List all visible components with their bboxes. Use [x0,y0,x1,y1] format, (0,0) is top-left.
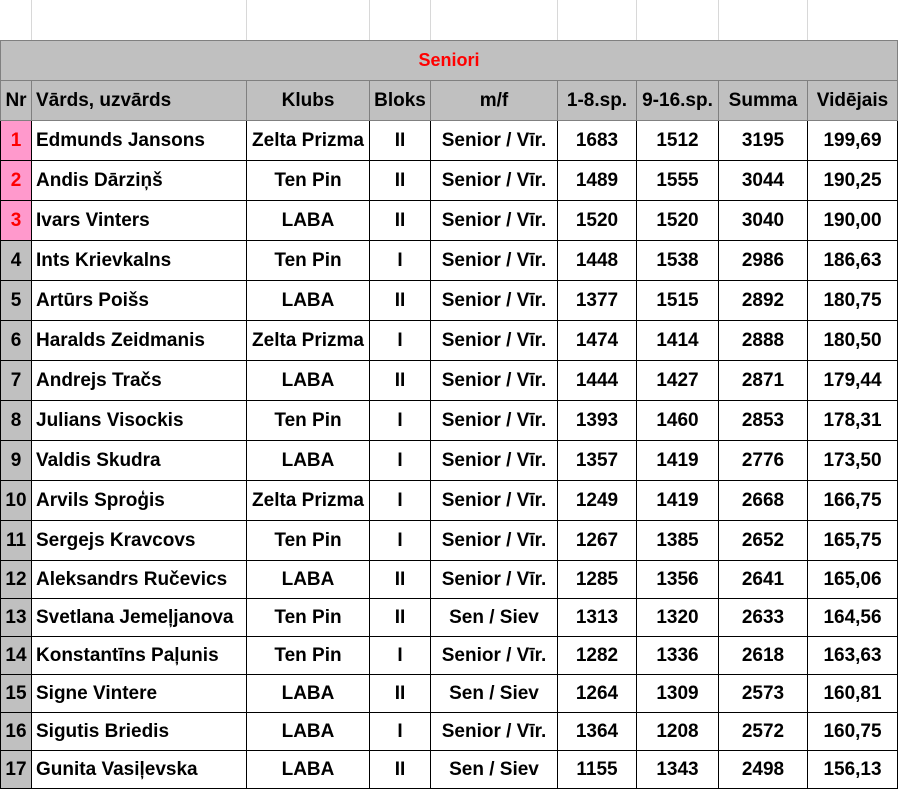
section-title-row [1,41,898,81]
header-row [1,81,898,121]
row-number-cell[interactable]: 10 [1,481,32,521]
table-row [1,321,898,361]
average-cell[interactable]: 160,75 [808,713,898,751]
games-9-16-cell[interactable]: 1512 [637,121,719,161]
average-cell[interactable]: 179,44 [808,361,898,401]
header-games-9-16[interactable]: 9-16.sp. [637,81,719,121]
games-1-8-cell[interactable]: 1683 [558,121,637,161]
club-cell[interactable]: Zelta Prizma [247,321,370,361]
table-row [1,637,898,675]
sum-cell[interactable]: 2498 [719,751,808,789]
sum-cell[interactable]: 2892 [719,281,808,321]
average-cell[interactable]: 180,50 [808,321,898,361]
table-row [1,401,898,441]
games-9-16-cell[interactable]: 1419 [637,481,719,521]
player-name-cell[interactable]: Valdis Skudra [32,441,247,481]
player-name-cell[interactable]: Svetlana Jemeļjanova [32,599,247,637]
row-number-cell[interactable]: 11 [1,521,32,561]
block-cell[interactable]: II [370,599,431,637]
games-9-16-cell[interactable]: 1520 [637,201,719,241]
average-cell[interactable]: 178,31 [808,401,898,441]
player-name-cell[interactable]: Aleksandrs Ručevics [32,561,247,599]
table-row [1,481,898,521]
header-games-1-8[interactable]: 1-8.sp. [558,81,637,121]
gridline [718,0,719,40]
row-number-cell[interactable]: 2 [1,161,32,201]
average-cell[interactable]: 160,81 [808,675,898,713]
block-cell[interactable]: II [370,675,431,713]
club-cell[interactable]: LABA [247,281,370,321]
sum-cell[interactable]: 2641 [719,561,808,599]
block-cell[interactable]: II [370,361,431,401]
player-name-cell[interactable]: Sergejs Kravcovs [32,521,247,561]
table-row [1,361,898,401]
average-cell[interactable]: 199,69 [808,121,898,161]
games-9-16-cell[interactable]: 1427 [637,361,719,401]
average-cell[interactable]: 190,00 [808,201,898,241]
category-cell[interactable]: Senior / Vīr. [431,201,558,241]
player-name-cell[interactable]: Ivars Vinters [32,201,247,241]
row-number-cell[interactable]: 5 [1,281,32,321]
sum-cell[interactable]: 3195 [719,121,808,161]
player-name-cell[interactable]: Gunita Vasiļevska [32,751,247,789]
sum-cell[interactable]: 2633 [719,599,808,637]
category-cell[interactable]: Senior / Vīr. [431,321,558,361]
club-cell[interactable]: Zelta Prizma [247,481,370,521]
category-cell[interactable]: Senior / Vīr. [431,161,558,201]
row-number-cell[interactable]: 7 [1,361,32,401]
block-cell[interactable]: II [370,751,431,789]
sum-cell[interactable]: 2572 [719,713,808,751]
games-9-16-cell[interactable]: 1538 [637,241,719,281]
block-cell[interactable]: II [370,121,431,161]
category-cell[interactable]: Senior / Vīr. [431,241,558,281]
gridline [636,0,637,40]
table-row [1,713,898,751]
games-9-16-cell[interactable]: 1385 [637,521,719,561]
club-cell[interactable]: Ten Pin [247,521,370,561]
gridline [807,0,808,40]
block-cell[interactable]: I [370,441,431,481]
header-nr[interactable]: Nr [1,81,32,121]
club-cell[interactable]: LABA [247,751,370,789]
games-9-16-cell[interactable]: 1309 [637,675,719,713]
average-cell[interactable]: 163,63 [808,637,898,675]
row-number-cell[interactable]: 9 [1,441,32,481]
games-9-16-cell[interactable]: 1414 [637,321,719,361]
games-1-8-cell[interactable]: 1267 [558,521,637,561]
games-1-8-cell[interactable]: 1393 [558,401,637,441]
games-1-8-cell[interactable]: 1155 [558,751,637,789]
games-1-8-cell[interactable]: 1474 [558,321,637,361]
games-9-16-cell[interactable]: 1460 [637,401,719,441]
row-number-cell[interactable]: 17 [1,751,32,789]
club-cell[interactable]: LABA [247,713,370,751]
gridline [430,0,431,40]
table-row [1,241,898,281]
games-1-8-cell[interactable]: 1489 [558,161,637,201]
club-cell[interactable]: LABA [247,675,370,713]
player-name-cell[interactable]: Julians Visockis [32,401,247,441]
club-cell[interactable]: Ten Pin [247,161,370,201]
gridline [246,0,247,40]
average-cell[interactable]: 166,75 [808,481,898,521]
sum-cell[interactable]: 2871 [719,361,808,401]
gridline [557,0,558,40]
block-cell[interactable]: I [370,401,431,441]
games-9-16-cell[interactable]: 1343 [637,751,719,789]
player-name-cell[interactable]: Andis Dārziņš [32,161,247,201]
category-cell[interactable]: Senior / Vīr. [431,637,558,675]
club-cell[interactable]: Zelta Prizma [247,121,370,161]
header-block[interactable]: Bloks [370,81,431,121]
table-row [1,521,898,561]
games-9-16-cell[interactable]: 1320 [637,599,719,637]
header-club[interactable]: Klubs [247,81,370,121]
club-cell[interactable]: LABA [247,361,370,401]
games-1-8-cell[interactable]: 1285 [558,561,637,599]
category-cell[interactable]: Senior / Vīr. [431,521,558,561]
row-number-cell[interactable]: 1 [1,121,32,161]
player-name-cell[interactable]: Arvils Sproģis [32,481,247,521]
block-cell[interactable]: I [370,321,431,361]
average-cell[interactable]: 180,75 [808,281,898,321]
header-average[interactable]: Vidējais [808,81,898,121]
average-cell[interactable]: 186,63 [808,241,898,281]
sum-cell[interactable]: 2776 [719,441,808,481]
block-cell[interactable]: I [370,481,431,521]
games-1-8-cell[interactable]: 1249 [558,481,637,521]
games-9-16-cell[interactable]: 1515 [637,281,719,321]
games-9-16-cell[interactable]: 1208 [637,713,719,751]
block-cell[interactable]: II [370,161,431,201]
games-1-8-cell[interactable]: 1520 [558,201,637,241]
games-1-8-cell[interactable]: 1377 [558,281,637,321]
header-sum[interactable]: Summa [719,81,808,121]
player-name-cell[interactable]: Konstantīns Paļunis [32,637,247,675]
club-cell[interactable]: LABA [247,441,370,481]
category-cell[interactable]: Senior / Vīr. [431,401,558,441]
club-cell[interactable]: Ten Pin [247,401,370,441]
category-cell[interactable]: Sen / Siev [431,599,558,637]
category-cell[interactable]: Senior / Vīr. [431,713,558,751]
player-name-cell[interactable]: Ints Krievkalns [32,241,247,281]
block-cell[interactable]: II [370,201,431,241]
header-name[interactable]: Vārds, uzvārds [32,81,247,121]
row-number-cell[interactable]: 8 [1,401,32,441]
table-row [1,561,898,599]
games-9-16-cell[interactable]: 1336 [637,637,719,675]
club-cell[interactable]: Ten Pin [247,637,370,675]
table-row [1,751,898,789]
sum-cell[interactable]: 2986 [719,241,808,281]
club-cell[interactable]: Ten Pin [247,241,370,281]
row-number-cell[interactable]: 6 [1,321,32,361]
category-cell[interactable]: Sen / Siev [431,675,558,713]
player-name-cell[interactable]: Haralds Zeidmanis [32,321,247,361]
games-1-8-cell[interactable]: 1264 [558,675,637,713]
sum-cell[interactable]: 3040 [719,201,808,241]
category-cell[interactable]: Senior / Vīr. [431,441,558,481]
category-cell[interactable]: Senior / Vīr. [431,281,558,321]
row-number-cell[interactable]: 12 [1,561,32,599]
average-cell[interactable]: 190,25 [808,161,898,201]
category-cell[interactable]: Senior / Vīr. [431,361,558,401]
row-number-cell[interactable]: 14 [1,637,32,675]
table-row [1,161,898,201]
block-cell[interactable]: II [370,561,431,599]
category-cell[interactable]: Senior / Vīr. [431,481,558,521]
table-row [1,281,898,321]
table-row [1,201,898,241]
gridline [369,0,370,40]
block-cell[interactable]: I [370,241,431,281]
table-row [1,121,898,161]
sum-cell[interactable]: 3044 [719,161,808,201]
average-cell[interactable]: 156,13 [808,751,898,789]
club-cell[interactable]: LABA [247,201,370,241]
row-number-cell[interactable]: 13 [1,599,32,637]
section-title[interactable]: Seniori [1,41,898,81]
table-row [1,675,898,713]
sum-cell[interactable]: 2853 [719,401,808,441]
player-name-cell[interactable]: Andrejs Tračs [32,361,247,401]
games-9-16-cell[interactable]: 1419 [637,441,719,481]
games-1-8-cell[interactable]: 1282 [558,637,637,675]
player-name-cell[interactable]: Edmunds Jansons [32,121,247,161]
header-mf[interactable]: m/f [431,81,558,121]
category-cell[interactable]: Sen / Siev [431,751,558,789]
gridline [31,0,32,40]
sum-cell[interactable]: 2573 [719,675,808,713]
block-cell[interactable]: II [370,281,431,321]
average-cell[interactable]: 173,50 [808,441,898,481]
row-number-cell[interactable]: 3 [1,201,32,241]
games-9-16-cell[interactable]: 1356 [637,561,719,599]
games-1-8-cell[interactable]: 1313 [558,599,637,637]
club-cell[interactable]: Ten Pin [247,599,370,637]
row-number-cell[interactable]: 16 [1,713,32,751]
average-cell[interactable]: 165,75 [808,521,898,561]
table-row [1,599,898,637]
player-name-cell[interactable]: Sigutis Briedis [32,713,247,751]
block-cell[interactable]: I [370,521,431,561]
results-table [0,40,898,789]
player-name-cell[interactable]: Artūrs Poišs [32,281,247,321]
games-1-8-cell[interactable]: 1357 [558,441,637,481]
games-1-8-cell[interactable]: 1364 [558,713,637,751]
sum-cell[interactable]: 2652 [719,521,808,561]
table-row [1,441,898,481]
sum-cell[interactable]: 2668 [719,481,808,521]
category-cell[interactable]: Senior / Vīr. [431,121,558,161]
games-9-16-cell[interactable]: 1555 [637,161,719,201]
row-number-cell[interactable]: 15 [1,675,32,713]
club-cell[interactable]: LABA [247,561,370,599]
average-cell[interactable]: 165,06 [808,561,898,599]
games-1-8-cell[interactable]: 1444 [558,361,637,401]
games-1-8-cell[interactable]: 1448 [558,241,637,281]
block-cell[interactable]: I [370,637,431,675]
sum-cell[interactable]: 2888 [719,321,808,361]
category-cell[interactable]: Senior / Vīr. [431,561,558,599]
row-number-cell[interactable]: 4 [1,241,32,281]
sum-cell[interactable]: 2618 [719,637,808,675]
player-name-cell[interactable]: Signe Vintere [32,675,247,713]
empty-top-row [0,0,898,40]
average-cell[interactable]: 164,56 [808,599,898,637]
block-cell[interactable]: I [370,713,431,751]
